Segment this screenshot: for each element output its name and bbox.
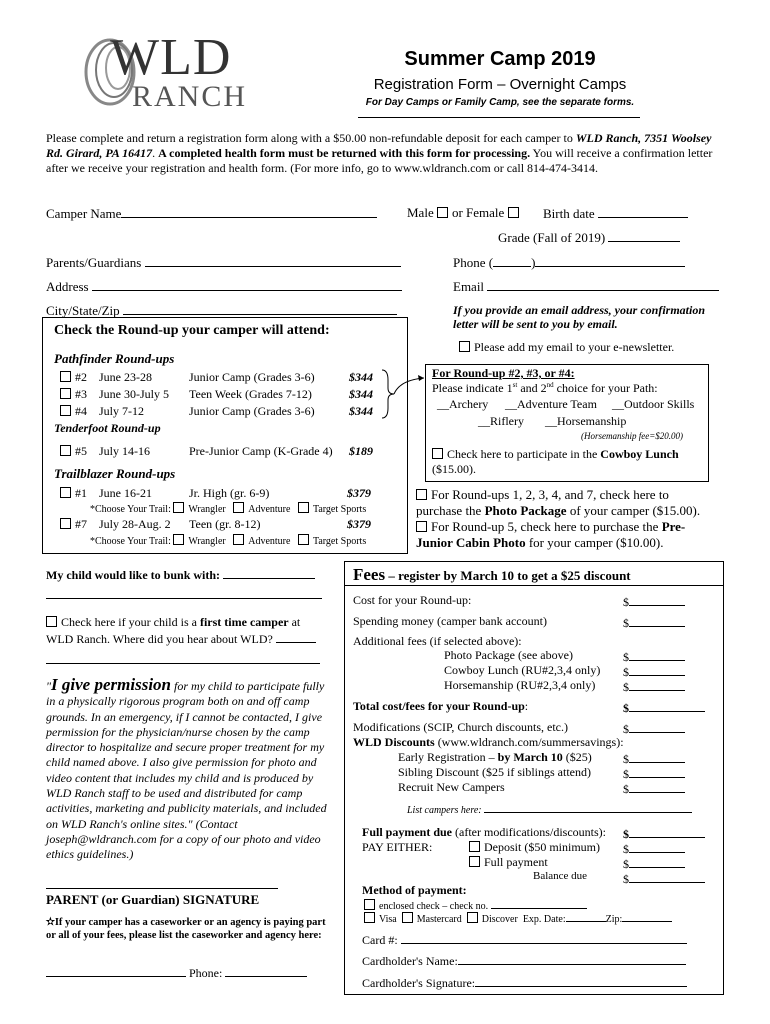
camper-name-field[interactable]: Camper Name — [46, 205, 377, 222]
photo-pkg-amount[interactable]: $ — [623, 648, 685, 665]
mods-label: Modifications (SCIP, Church discounts, etc.) — [353, 720, 568, 734]
photo-package-option[interactable]: For Round-ups 1, 2, 3, 4, and 7, check here to — [416, 487, 736, 503]
sibling-amount[interactable]: $ — [623, 765, 685, 782]
wrangler-checkbox[interactable] — [173, 534, 184, 545]
city-field[interactable]: City/State/Zip — [46, 302, 397, 319]
page-title: Summer Camp 2019 — [404, 48, 596, 70]
check-option[interactable]: enclosed check – check no. — [364, 898, 587, 912]
address-field[interactable]: Address — [46, 278, 402, 295]
roundup-checkbox[interactable] — [60, 445, 71, 456]
roundup-camp: Jr. High (gr. 6-9) — [189, 486, 270, 500]
adventure-checkbox[interactable] — [233, 534, 244, 545]
cowboy-lunch-option[interactable]: Check here to participate in the Cowboy Lunch ($15.00). — [432, 447, 679, 476]
photo-pkg-label: Photo Package (see above) — [444, 648, 573, 662]
cost-label: Cost for your Round-up: — [353, 593, 472, 607]
bunk-field[interactable]: My child would like to bunk with: — [46, 566, 315, 583]
roundup-price: $344 — [349, 370, 373, 384]
horse-label: Horsemanship (RU#2,3,4 only) — [444, 678, 596, 692]
parents-field[interactable]: Parents/Guardians — [46, 254, 401, 271]
roundup-heading: Check the Round-up your camper will attend: — [54, 323, 330, 338]
target-sports-checkbox[interactable] — [298, 502, 309, 513]
target-sports-checkbox[interactable] — [298, 534, 309, 545]
discounts-label: WLD Discounts (www.wldranch.com/summersavings): — [353, 735, 624, 749]
roundup-price: $344 — [349, 404, 373, 418]
caseworker-note: ✫If your camper has a caseworker or an agency is paying part or all of your fees, please list the caseworker and agency here: — [46, 917, 326, 941]
spending-amount[interactable]: $ — [623, 614, 685, 631]
star-icon: ✫ — [46, 917, 55, 928]
male-checkbox[interactable] — [437, 207, 448, 218]
path-riflery[interactable]: __Riflery — [478, 414, 524, 428]
pathfinder-heading: Pathfinder Round-ups — [54, 351, 175, 366]
email-note: If you provide an email address, your confirmation letter will be sent to you by email. — [453, 303, 706, 331]
early-amount[interactable]: $ — [623, 750, 685, 767]
card-number-field[interactable]: Card #: — [362, 931, 687, 948]
grade-field[interactable]: Grade (Fall of 2019) — [498, 229, 680, 246]
deposit-checkbox[interactable] — [469, 841, 480, 852]
page-subtitle: Registration Form – Overnight Camps — [373, 76, 627, 93]
roundup-dates: July 14-16 — [99, 444, 150, 458]
mastercard-checkbox[interactable] — [402, 912, 413, 923]
deposit-amount[interactable]: $ — [623, 840, 685, 857]
adventure-checkbox[interactable] — [233, 502, 244, 513]
total-amount[interactable]: $ — [623, 699, 705, 716]
sibling-label: Sibling Discount ($25 if siblings attend) — [398, 765, 591, 779]
mods-amount[interactable]: $ — [623, 720, 685, 737]
female-checkbox[interactable] — [508, 207, 519, 218]
roundup-checkbox[interactable] — [60, 487, 71, 498]
roundup-row[interactable]: #2 — [60, 370, 87, 385]
roundup-row[interactable]: #4 — [60, 404, 87, 419]
roundup-row[interactable]: #1 — [60, 486, 87, 501]
birth-date-field[interactable]: Birth date — [543, 205, 688, 222]
newsletter-option[interactable]: Please add my email to your e-newsletter. — [459, 340, 674, 355]
roundup-dates: June 16-21 — [99, 486, 152, 500]
roundup-price: $379 — [347, 517, 371, 531]
logo-wld: WLD — [110, 29, 232, 86]
list-campers-field[interactable]: List campers here: — [407, 802, 692, 816]
path-archery[interactable]: __Archery — [437, 397, 489, 411]
roundup-dates: July 7-12 — [99, 404, 144, 418]
logo — [72, 24, 272, 119]
roundup-camp: Junior Camp (Grades 3-6) — [189, 404, 315, 418]
header-rule — [358, 117, 640, 118]
check-checkbox[interactable] — [364, 899, 375, 910]
photo-options: For Round-ups 1, 2, 3, 4, and 7, check here to purchase the Photo Package of your camper ($15.00). For Round-up 5, check here to purchase the Pre- Junior Cabin Photo for your camper ($10.00). — [416, 487, 736, 551]
cowboy-label: Cowboy Lunch (RU#2,3,4 only) — [444, 663, 601, 677]
roundup-row[interactable]: #5 — [60, 444, 87, 459]
paths-heading: For Round-up #2, #3, or #4: — [432, 366, 575, 380]
first-time-option[interactable]: Check here if your child is a first time camper at WLD Ranch. Where did you hear about WLD? — [46, 614, 336, 647]
cost-amount[interactable]: $ — [623, 593, 685, 610]
total-label: Total cost/fees for your Round-up: — [353, 699, 529, 713]
trail-choice: *Choose Your Trail: Wrangler Adventure Target Sports — [90, 504, 367, 515]
roundup-dates: June 23-28 — [99, 370, 152, 384]
roundup-row[interactable]: #7 — [60, 517, 87, 532]
balance-label: Balance due — [533, 870, 588, 882]
permission-text: "I give permission for my child to participate fully in a physically rigorous program both on and off camp grounds. In an emergency, if I cannot be contacted, I give permission for the physician/nurse chosen by the camp director to hospitalize and secure proper treatment for my child named above. I also give permission for photo and video content that includes my child and is produced by WLD Ranch staff to be used and distributed for camp activities, marketing and publicity materials, and included on WLD Ranch's online sites." (Contact joseph@wldranch.com for a copy of our photo and video ethics guidelines.) — [46, 675, 327, 862]
roundup-dates: June 30-July 5 — [99, 387, 169, 401]
discover-checkbox[interactable] — [467, 912, 478, 923]
cardholder-name-field[interactable]: Cardholder's Name: — [362, 952, 686, 969]
fees-heading-rule — [344, 585, 723, 586]
roundup-camp: Pre-Junior Camp (K-Grade 4) — [189, 444, 333, 458]
cardholder-signature-field[interactable]: Cardholder's Signature: — [362, 974, 687, 991]
roundup-price: $344 — [349, 387, 373, 401]
roundup-dates: July 28-Aug. 2 — [99, 517, 171, 531]
bunk-line[interactable] — [46, 598, 322, 599]
header-note: For Day Camps or Family Camp, see the separate forms. — [365, 97, 635, 108]
cowboy-amount[interactable]: $ — [623, 663, 685, 680]
horse-amount[interactable]: $ — [623, 678, 685, 695]
full-due-label: Full payment due (after modifications/discounts): — [362, 825, 606, 839]
pay-either-label: PAY EITHER: — [362, 840, 433, 854]
method-label: Method of payment: — [362, 883, 467, 897]
signature-label: PARENT (or Guardian) SIGNATURE — [46, 892, 260, 907]
roundup-camp: Junior Camp (Grades 3-6) — [189, 370, 315, 384]
email-field[interactable]: Email — [453, 278, 719, 295]
visa-checkbox[interactable] — [364, 912, 375, 923]
intro-paragraph: Please complete and return a registration form along with a $50.00 non-refundable deposit for each camper to WLD Ranch, 7351 Woolsey Rd. Girard, PA 16417. A completed health form must be returned with this form for processing. You will receive a confirmation letter after we receive your registration and health form. (For more info, go to www.wldranch.com or call 814-474-3414. — [46, 131, 713, 175]
full-payment-amount[interactable]: $ — [623, 855, 685, 872]
path-outdoor-skills[interactable]: __Outdoor Skills — [612, 397, 695, 411]
roundup-row[interactable]: #3 — [60, 387, 87, 402]
recruit-label: Recruit New Campers — [398, 780, 505, 794]
recruit-amount[interactable]: $ — [623, 780, 685, 797]
phone-field[interactable]: Phone ( ) — [453, 254, 685, 271]
path-adventure-team[interactable]: __Adventure Team — [505, 397, 597, 411]
gender-field: Male or Female — [407, 205, 523, 221]
path-horsemanship[interactable]: __Horsemanship — [545, 414, 627, 428]
deposit-option[interactable]: Deposit ($50 minimum) — [469, 840, 600, 855]
cabin-photo-option[interactable]: For Round-up 5, check here to purchase the Pre- — [416, 519, 736, 535]
roundup-price: $189 — [349, 444, 373, 458]
full-due-amount[interactable]: $ — [623, 825, 705, 842]
full-payment-checkbox[interactable] — [469, 856, 480, 867]
roundup-checkbox[interactable] — [60, 371, 71, 382]
trail-choice: *Choose Your Trail: Wrangler Adventure Target Sports — [90, 536, 367, 547]
roundup-checkbox[interactable] — [60, 405, 71, 416]
balance-amount[interactable]: $ — [623, 870, 705, 887]
trailblazer-heading: Trailblazer Round-ups — [54, 466, 176, 481]
early-label: Early Registration – by March 10 ($25) — [398, 750, 592, 764]
cabin-photo-checkbox[interactable] — [416, 521, 427, 532]
roundup-checkbox[interactable] — [60, 518, 71, 529]
roundup-checkbox[interactable] — [60, 388, 71, 399]
card-options: Visa Mastercard Discover Exp. Date: Zip: — [364, 911, 672, 925]
wrangler-checkbox[interactable] — [173, 502, 184, 513]
first-time-checkbox[interactable] — [46, 616, 57, 627]
tenderfoot-heading: Tenderfoot Round-up — [54, 421, 161, 435]
spending-label: Spending money (camper bank account) — [353, 614, 547, 628]
photo-package-checkbox[interactable] — [416, 489, 427, 500]
roundup-camp: Teen Week (Grades 7-12) — [189, 387, 312, 401]
roundup-camp: Teen (gr. 8-12) — [189, 517, 261, 531]
roundup-price: $379 — [347, 486, 371, 500]
fees-heading: Fees – register by March 10 to get a $25 discount — [353, 565, 631, 584]
horse-fee: (Horsemanship fee=$20.00) — [581, 431, 684, 441]
hear-line[interactable] — [46, 663, 320, 664]
paths-indicate: Please indicate 1st and 2nd choice for your Path: — [432, 381, 658, 395]
newsletter-checkbox[interactable] — [459, 341, 470, 352]
logo-ranch: RANCH — [132, 80, 248, 113]
full-payment-option[interactable]: Full payment — [469, 855, 548, 870]
caseworker-field[interactable]: Phone: — [46, 964, 307, 981]
cowboy-lunch-checkbox[interactable] — [432, 448, 443, 459]
additional-label: Additional fees (if selected above): — [353, 634, 522, 648]
signature-line[interactable] — [46, 888, 278, 889]
